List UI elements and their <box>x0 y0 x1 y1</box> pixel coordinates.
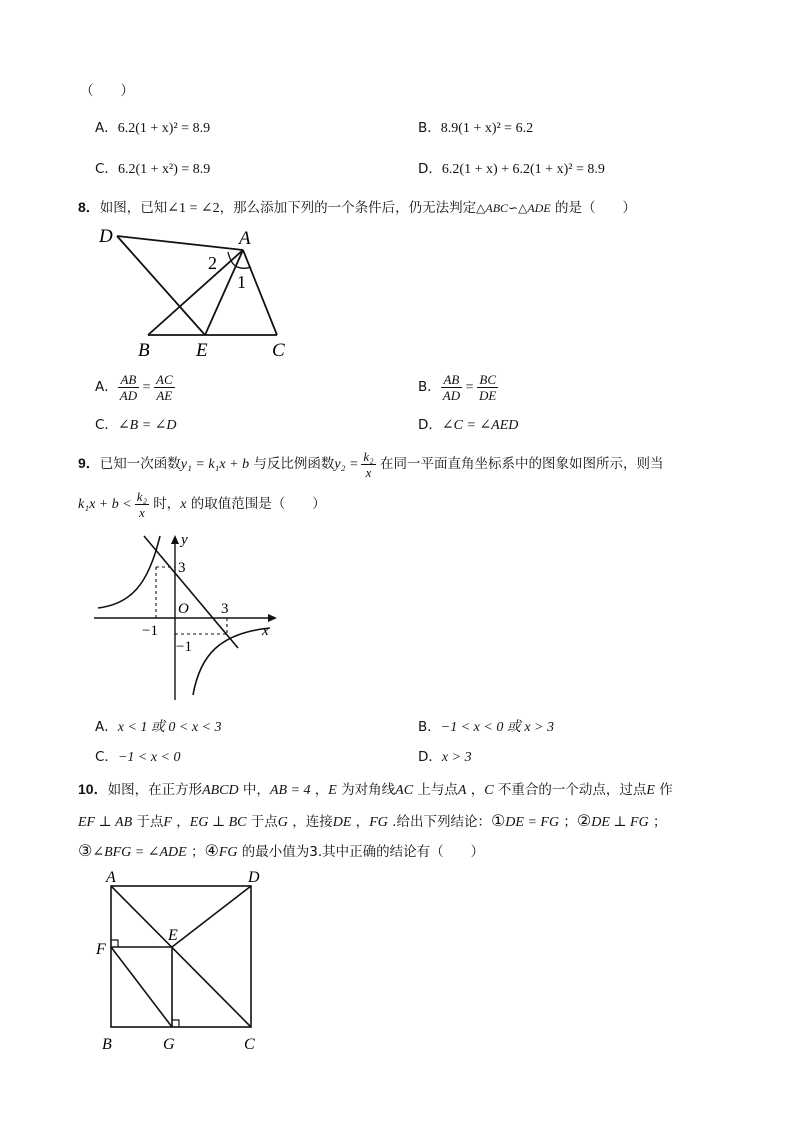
option-label: D． <box>418 417 442 433</box>
stem-math: DE <box>332 815 352 830</box>
option-expr: x > 3 <box>441 750 472 765</box>
stem-text: 中， <box>238 782 270 798</box>
axis-label-x: x <box>262 623 269 639</box>
origin-label: O <box>178 601 189 617</box>
numerator: k₂ <box>136 488 147 504</box>
fraction <box>154 372 175 403</box>
q9-option-c[interactable] <box>95 748 181 767</box>
stem-text: ， <box>351 814 370 830</box>
numerator: AC <box>156 371 173 387</box>
stem-text: 为对角线 <box>336 782 396 798</box>
label-c: C <box>272 340 285 361</box>
fraction <box>477 372 498 403</box>
stem-math: AC <box>395 783 414 798</box>
stem-text: ； <box>648 814 667 830</box>
q7-option-c[interactable] <box>95 160 210 179</box>
option-label: C． <box>95 417 118 433</box>
option-expr: x < 1 或 0 < x < 3 <box>117 720 222 735</box>
q10-stem-line1 <box>78 780 673 800</box>
numerator: AB <box>441 372 462 388</box>
stem-math: y₂ = <box>334 457 359 472</box>
denominator: AD <box>119 387 138 403</box>
stem-math: EG ⊥ BC <box>189 815 247 830</box>
label-d: D <box>99 226 113 247</box>
q10-square-figure <box>90 866 280 1058</box>
option-expr: 6.2(1 + x²) = 8.9 <box>117 162 211 177</box>
option-label: C． <box>95 161 118 177</box>
denominator: AD <box>442 387 461 403</box>
stem-math: EF ⊥ AB <box>78 815 133 830</box>
q8-option-a[interactable]: A． $\frac{AB}{AD}$ = $\frac{AC}{AE}$ <box>95 371 173 403</box>
option-label: A． <box>95 379 118 395</box>
stem-math: y₁ = k₁x + b <box>180 457 250 472</box>
stem-math: x <box>180 497 187 512</box>
q9-option-d[interactable] <box>418 748 472 767</box>
denominator: x <box>365 464 372 480</box>
option-label: B． <box>418 120 441 136</box>
fraction <box>135 489 149 520</box>
label-b: B <box>102 1036 112 1053</box>
label-angle-2: 2 <box>208 253 217 273</box>
fraction <box>118 372 139 403</box>
stem-text: ， <box>466 782 485 798</box>
stem-text: 上与点 <box>413 782 458 798</box>
tick-label-y-neg1: −1 <box>176 639 192 655</box>
stem-text: ，连接 <box>287 814 333 830</box>
stem-text: 与反比例函数 <box>249 456 335 472</box>
stem-text: 作 <box>654 782 673 798</box>
stem-math: FG <box>369 815 388 830</box>
q8-option-d[interactable] <box>418 416 518 435</box>
numerator: BC <box>477 372 498 388</box>
stem-math: ABCD <box>202 783 239 798</box>
stem-math: ∠1 = ∠2 <box>167 201 220 216</box>
label-a: A <box>106 869 116 886</box>
stem-math: E <box>328 783 337 798</box>
label-c: C <box>244 1036 255 1053</box>
stem-text: 如图，已知 <box>99 200 168 216</box>
stem-math: E <box>646 783 655 798</box>
question-number: 8． <box>78 199 100 215</box>
circled-number: ④ <box>204 841 219 860</box>
q8-triangle-figure <box>95 222 305 362</box>
denominator: DE <box>479 387 497 403</box>
option-expr: 6.2(1 + x)² = 8.9 <box>117 121 211 136</box>
q9-function-graph <box>90 530 290 702</box>
q7-option-b[interactable] <box>418 119 533 138</box>
stem-text: 的最小值为3.其中正确的结论有（ ） <box>237 844 485 860</box>
circled-number: ② <box>576 811 592 830</box>
stem-text: 已知一次函数 <box>99 456 181 472</box>
stem-text: ， <box>310 782 329 798</box>
stem-text: 不重合的一个动点，过点 <box>493 782 647 798</box>
fraction <box>441 372 462 403</box>
fraction <box>361 449 375 480</box>
option-label: A． <box>95 120 118 136</box>
option-label: D． <box>418 161 442 177</box>
q9-option-a[interactable] <box>95 718 222 737</box>
tick-label-y-3: 3 <box>178 560 186 576</box>
option-label: C． <box>95 749 118 765</box>
label-f: F <box>96 941 106 958</box>
option-label: B． <box>418 719 441 735</box>
option-expr: −1 < x < 0 或 x > 3 <box>440 720 554 735</box>
label-a: A <box>239 228 251 249</box>
option-expr: 6.2(1 + x) + 6.2(1 + x)² = 8.9 <box>441 162 605 177</box>
stem-math: △ABC∽△ADE <box>476 201 551 215</box>
label-angle-1: 1 <box>237 272 246 292</box>
stem-math: DE ⊥ FG <box>591 815 649 830</box>
stem-text: 的取值范围是（ ） <box>186 496 326 512</box>
stem-text: 于点 <box>132 814 164 830</box>
stem-math: F <box>163 815 172 830</box>
numerator: k₂ <box>363 448 374 464</box>
q9-stem-line2 <box>78 484 326 524</box>
denominator: AE <box>156 387 173 403</box>
stem-math: A <box>457 783 467 798</box>
axis-label-y: y <box>181 532 188 548</box>
q8-option-b[interactable]: B． $\frac{AB}{AD}$ = $\frac{BC}{DE}$ <box>418 371 497 403</box>
stem-math: k₁x + b < <box>78 497 132 512</box>
q9-stem-line1 <box>78 443 664 483</box>
label-b: B <box>138 340 150 361</box>
tick-label-x-3: 3 <box>221 601 229 617</box>
stem-text: ，那么添加下列的一个条件后，仍无法判定 <box>219 200 477 216</box>
circled-number: ① <box>490 811 506 830</box>
q7-option-a[interactable] <box>95 119 210 138</box>
q10-stem-line2 <box>78 812 667 832</box>
stem-text: 时， <box>149 496 181 512</box>
numerator: AB <box>118 372 139 388</box>
q7-option-d[interactable] <box>418 160 605 179</box>
stem-math: FG <box>218 845 238 860</box>
stem-text: ， <box>171 814 190 830</box>
option-label: B． <box>418 379 441 395</box>
label-e: E <box>196 340 208 361</box>
stem-math: ∠BFG = ∠ADE <box>92 845 187 860</box>
label-g: G <box>163 1036 175 1053</box>
q7-answer-paren: （ ） <box>80 83 134 99</box>
stem-math: DE = FG <box>505 815 560 830</box>
stem-text: 如图，在正方形 <box>107 782 203 798</box>
q8-stem <box>78 198 636 218</box>
question-number: 10． <box>78 781 108 797</box>
option-label: D． <box>418 749 442 765</box>
label-e: E <box>168 927 178 944</box>
option-expr: −1 < x < 0 <box>117 750 181 765</box>
denominator: x <box>138 504 145 520</box>
stem-math: G <box>277 815 288 830</box>
stem-text: 在同一平面直角坐标系中的图象如图所示，则当 <box>375 456 664 472</box>
option-label: A． <box>95 719 118 735</box>
q10-stem-line3 <box>78 842 484 862</box>
stem-math: AB = 4 <box>269 783 311 798</box>
q8-option-c[interactable] <box>95 416 177 435</box>
stem-text: .给出下列结论： <box>387 814 491 830</box>
question-number: 9． <box>78 455 100 471</box>
stem-math: C <box>484 783 494 798</box>
circled-number: ③ <box>78 841 93 860</box>
stem-text: 的是（ ） <box>550 200 636 216</box>
label-d: D <box>248 869 260 886</box>
option-expr: ∠B = ∠D <box>117 418 177 433</box>
tick-label-x-neg1: −1 <box>142 623 158 639</box>
stem-text: 于点 <box>246 814 278 830</box>
option-expr: ∠C = ∠AED <box>441 418 519 433</box>
stem-text: ； <box>186 844 205 860</box>
option-expr: 8.9(1 + x)² = 6.2 <box>440 121 534 136</box>
q9-option-b[interactable] <box>418 718 554 737</box>
stem-text: ； <box>559 814 577 830</box>
